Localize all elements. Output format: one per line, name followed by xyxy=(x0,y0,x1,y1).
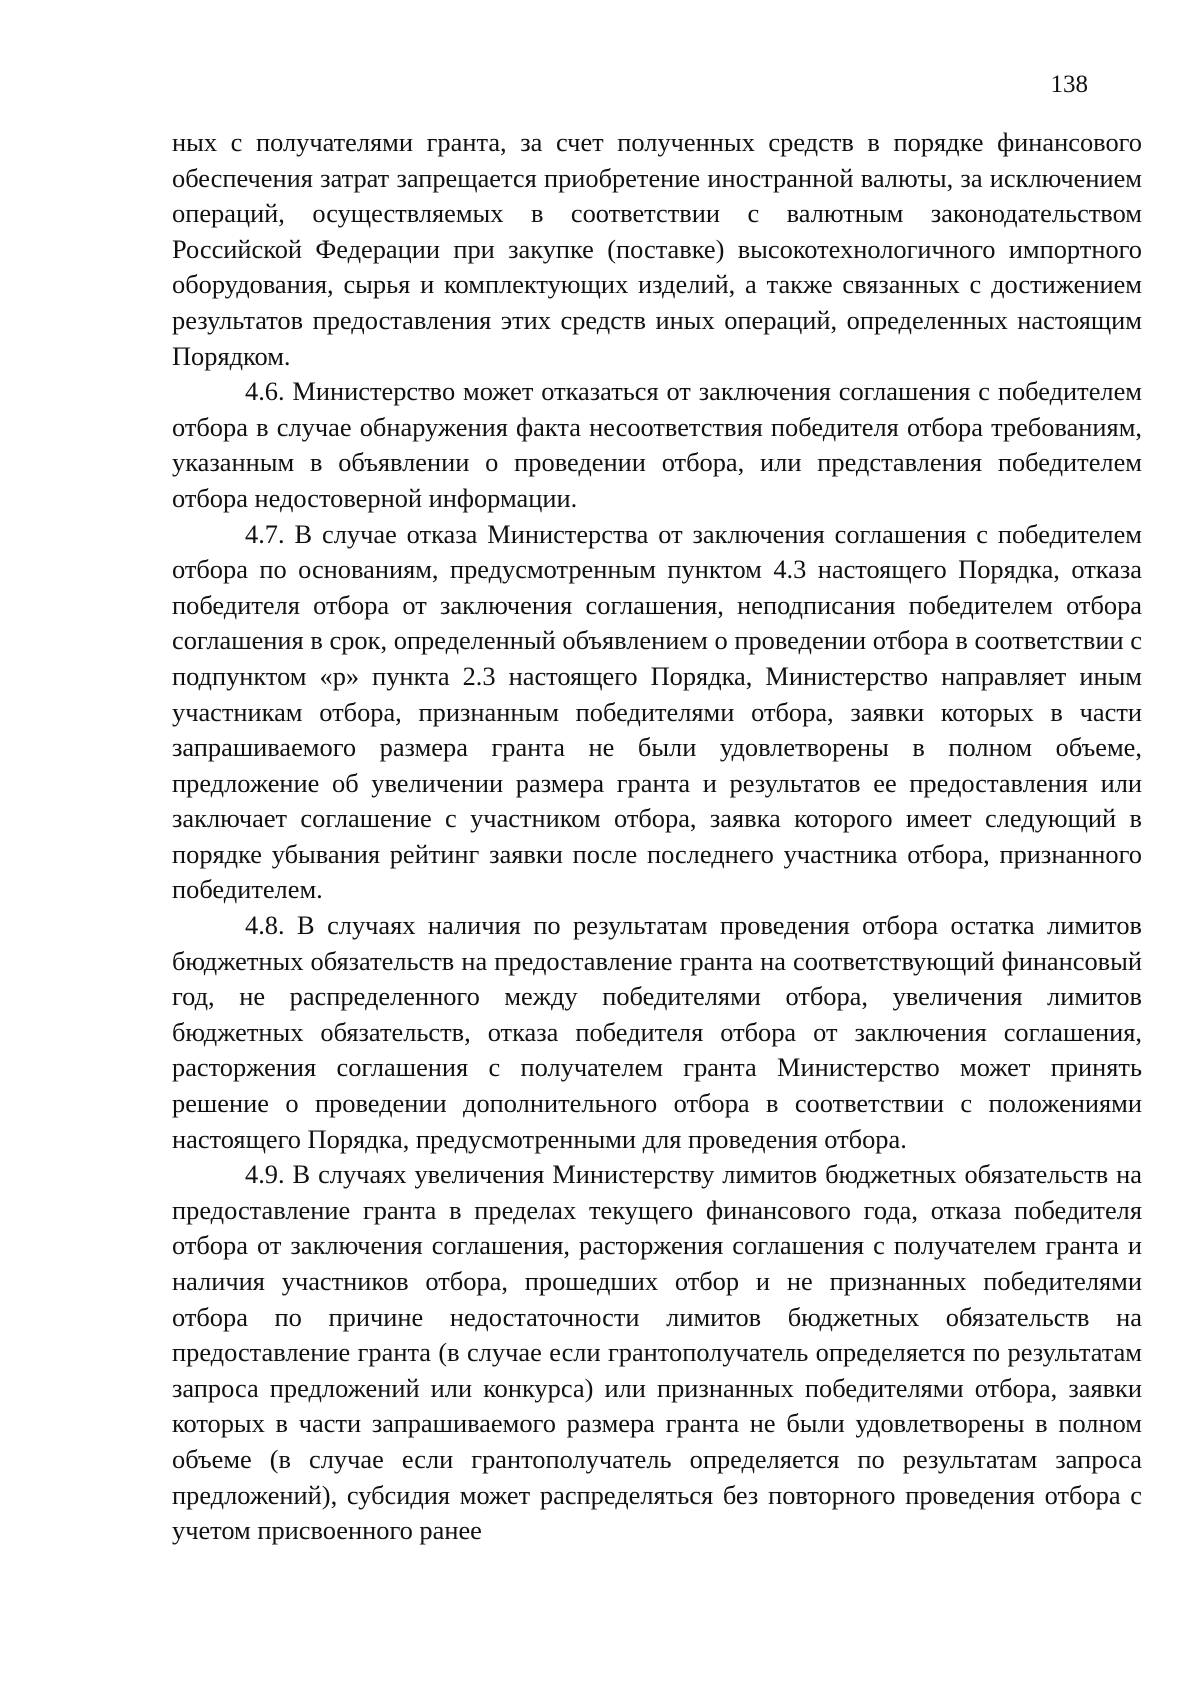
paragraph-4-6: 4.6. Министерство может отказаться от заключения соглашения с победителем отбора в случае обнаружения факта несоответствия победителя отбора требованиям, указанным в объявлении о проведении отбора, или представления победителем отбора недостоверной информации. xyxy=(172,376,1142,513)
paragraph-continuation: ных с получателями гранта, за счет полученных средств в порядке финансового обеспечения затрат запрещается приобретение иностранной валюты, за исключением операций, осуществляемых в соответствии с валютным законодательством Российской Федерации при закупке (поставке) высокотехнологичного импортного оборудования, сырья и комплектующих изделий, а также связанных с достижением результатов предоставления этих средств иных операций, определенных настоящим Порядком. xyxy=(172,127,1142,371)
paragraph-4-8: 4.8. В случаях наличия по результатам проведения отбора остатка лимитов бюджетных обязательств на предоставление гранта на соответствующий финансовый год, не распределенного между победителями отбора, увеличения лимитов бюджетных обязательств, отказа победителя отбора от заключения соглашения, расторжения соглашения с получателем гранта Министерство может принять решение о проведении дополнительного отбора в соответствии с положениями настоящего Порядка, предусмотренными для проведения отбора. xyxy=(172,910,1142,1154)
paragraph-4-9: 4.9. В случаях увеличения Министерству лимитов бюджетных обязательств на предоставление гранта в пределах текущего финансового года, отказа победителя отбора от заключения соглашения, расторжения соглашения с получателем гранта и наличия участников отбора, прошедших отбор и не признанных победителями отбора по причине недостаточности лимитов бюджетных обязательств на предоставление гранта (в случае если грантополучатель определяется по результатам запроса предложений или конкурса) или признанных победителями отбора, заявки которых в части запрашиваемого размера гранта не были удовлетворены в полном объеме (в случае если грантополучатель определяется по результатам запроса предложений), субсидия может распределяться без повторного проведения отбора с учетом присвоенного ранее xyxy=(172,1159,1142,1546)
page-number: 138 xyxy=(1050,71,1088,98)
paragraph-4-7: 4.7. В случае отказа Министерства от заключения соглашения с победителем отбора по основаниям, предусмотренным пунктом 4.3 настоящего Порядка, отказа победителя отбора от заключения соглашения, неподписания победителем отбора соглашения в срок, определенный объявлением о проведении отбора в соответствии с подпунктом «р» пункта 2.3 настоящего Порядка, Министерство направляет иным участникам отбора, признанным победителями отбора, заявки которых в части запрашиваемого размера гранта не были удовлетворены в полном объеме, предложение об увеличении размера гранта и результатов ее предоставления или заключает соглашение с участником отбора, заявка которого имеет следующий в порядке убывания рейтинг заявки после последнего участника отбора, признанного победителем. xyxy=(172,518,1142,905)
document-body xyxy=(172,125,1142,1549)
